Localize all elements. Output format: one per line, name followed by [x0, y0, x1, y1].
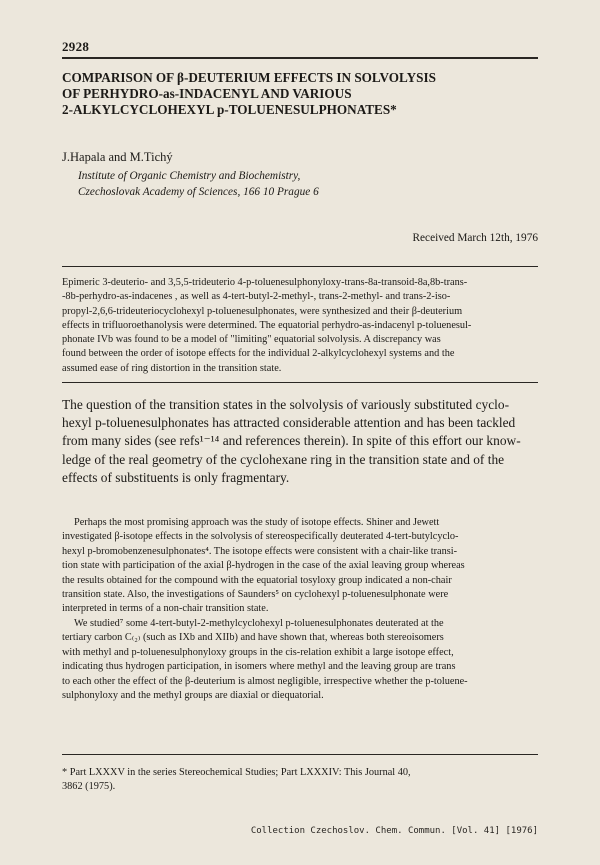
lead-line: effects of substituents is only fragmentary.	[62, 469, 290, 485]
abstract-line: Epimeric 3-deuterio- and 3,5,5-trideuterio 4-p-toluenesulphonyloxy-trans-8a-transoid-8a,8b-trans-	[62, 277, 468, 288]
abstract-line: propyl-2,6,6-trideuteriocyclohexyl p-toluenesulphonates, were synthesized and their β-deuterium	[62, 305, 463, 317]
footnote-rule	[62, 754, 538, 755]
affiliation-line-2: Czechoslovak Academy of Sciences, 166 10 Prague 6	[78, 186, 319, 198]
paragraph-line: to each other the effect of the β-deuterium is almost negligible, irrespective whether the p-toluene-	[62, 675, 468, 687]
affiliation	[78, 168, 319, 200]
paragraph-line: tertiary carbon C₍₂₎ (such as IXb and XIIb) and have shown that, whereas both stereoisomers	[62, 632, 444, 644]
paragraph-line: transition state. Also, the investigations of Saunders⁵ on cyclohexyl p-toluenesulphonate were	[62, 589, 449, 601]
paragraph-line: with methyl and p-toluenesulphonyloxy groups in the cis-relation exhibit a large isotope effect,	[62, 646, 454, 658]
paragraph-line: investigated β-isotope effects in the solvolysis of stereospecifically deuterated 4-tert-butylcyclo-	[62, 531, 459, 543]
body-paragraph-1	[62, 516, 540, 617]
header-rule	[62, 57, 538, 59]
affiliation-line-1: Institute of Organic Chemistry and Biochemistry,	[78, 170, 301, 182]
lead-line: hexyl p-toluenesulphonates has attracted considerable attention and has been tackled	[62, 415, 516, 431]
page-number: 2928	[62, 39, 90, 54]
article-title	[62, 70, 542, 118]
abstract-top-rule	[62, 266, 538, 267]
paragraph-line: Perhaps the most promising approach was the study of isotope effects. Shiner and Jewett	[74, 517, 440, 528]
paragraph-line: the results obtained for the compound with the equatorial tosyloxy group indicated a non-chair	[62, 574, 452, 586]
abstract-line: -8b-perhydro-as-indacenes , as well as 4-tert-butyl-2-methyl-, trans-2-methyl- and trans-2-iso-	[62, 291, 451, 303]
abstract	[62, 276, 538, 376]
title-line-2: OF PERHYDRO-as-INDACENYL AND VARIOUS	[62, 86, 352, 101]
paragraph-line: sulphonyloxy and the methyl groups are diaxial or diequatorial.	[62, 690, 324, 702]
footnote	[62, 766, 538, 794]
abstract-bottom-rule	[62, 382, 538, 383]
lead-line: ledge of the real geometry of the cyclohexane ring in the transition state and of the	[62, 451, 505, 467]
title-line-3: 2-ALKYLCYCLOHEXYL p-TOLUENESULPHONATES*	[62, 102, 397, 117]
paragraph-line: We studied⁷ some 4-tert-butyl-2-methylcyclohexyl p-toluenesulphonates deuterated at the	[74, 618, 444, 629]
title-line-1: COMPARISON OF β-DEUTERIUM EFFECTS IN SOLVOLYSIS	[62, 70, 436, 85]
footnote-line: * Part LXXXV in the series Stereochemical Studies; Part LXXXIV: This Journal 40,	[62, 767, 411, 778]
lead-line: from many sides (see refs¹⁻¹⁴ and references therein). In spite of this effort our know-	[62, 433, 521, 449]
abstract-line: effects in trifluoroethanolysis were determined. The equatorial perhydro-as-indacenyl p-toluenesul-	[62, 319, 472, 331]
abstract-line: found between the order of isotope effects for the individual 2-alkylcyclohexyl systems and the	[62, 348, 455, 360]
paragraph-line: interpreted in terms of a non-chair transition state.	[62, 603, 269, 615]
paragraph-line: tion state with participation of the axial β-hydrogen in the case of the axial leaving group whereas	[62, 560, 465, 572]
abstract-line: phonate IVb was found to be a model of "limiting" equatorial solvolysis. A discrepancy was	[62, 334, 441, 346]
running-footer: Collection Czechoslov. Chem. Commun. [Vol. 41] [1976]	[250, 826, 538, 836]
paragraph-line: hexyl p-bromobenzenesulphonates⁴. The isotope effects were consistent with a chair-like transi-	[62, 545, 458, 557]
received-date: Received March 12th, 1976	[412, 232, 538, 244]
body-paragraph-2	[62, 617, 540, 703]
footnote-line: 3862 (1975).	[62, 781, 116, 792]
lead-line: The question of the transition states in the solvolysis of variously substituted cyclo-	[62, 397, 510, 412]
abstract-line: assumed ease of ring distortion in the transition state.	[62, 362, 282, 374]
authors: J.Hapala and M.Tichý	[62, 150, 173, 164]
paragraph-line: indicating thus hydrogen participation, in isomers where methyl and the leaving group are trans	[62, 661, 456, 673]
lead-paragraph	[62, 396, 540, 487]
